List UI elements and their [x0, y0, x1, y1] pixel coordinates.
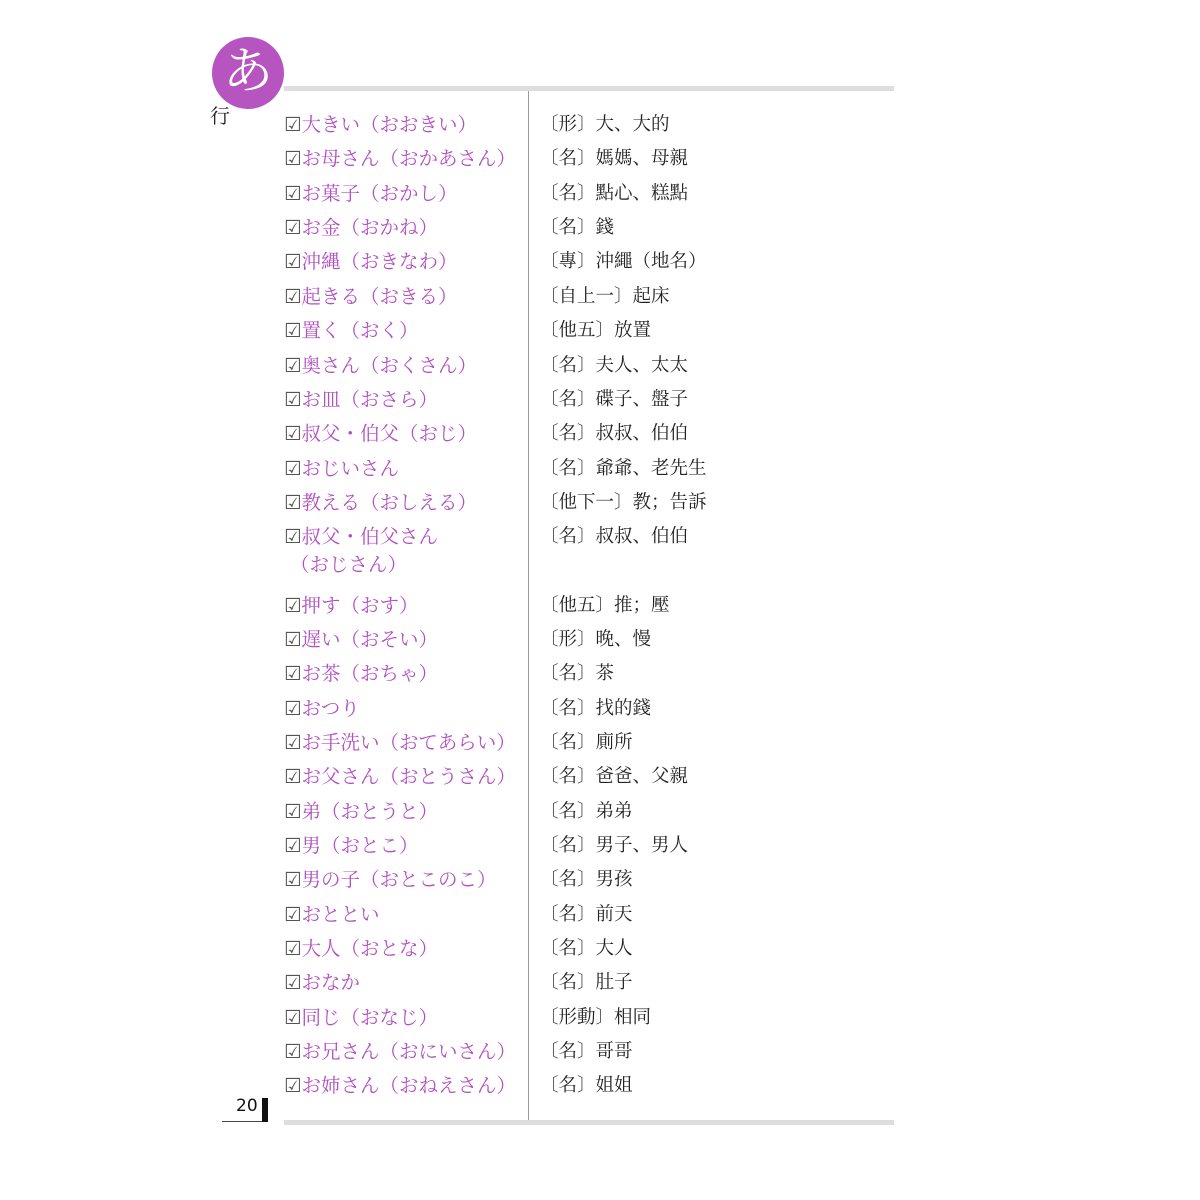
vocab-term-text: 男（おとこ） [301, 834, 419, 857]
vocab-term-text: 男の子（おとこのこ） [301, 868, 497, 891]
top-rule [284, 86, 894, 91]
vocab-gloss: 〔名〕廁所 [540, 732, 633, 753]
vocab-gloss: 〔名〕前天 [540, 904, 633, 925]
vocab-term-text: お金（おかね） [301, 216, 438, 239]
vocab-gloss: 〔名〕錢 [540, 217, 615, 238]
checkbox-icon[interactable]: ☑ [284, 662, 302, 685]
vocab-term-text: 大人（おとな） [301, 937, 438, 960]
checkbox-icon[interactable]: ☑ [284, 525, 302, 548]
vocab-term-text: おじいさん [301, 457, 399, 480]
checkbox-icon[interactable]: ☑ [284, 147, 302, 170]
vocab-term-text: 押す（おす） [301, 594, 419, 617]
checkbox-icon[interactable]: ☑ [284, 594, 302, 617]
vocab-term-reading: （おじさん） [290, 553, 408, 576]
vocab-gloss: 〔他五〕推；壓 [540, 595, 670, 616]
checkbox-icon[interactable]: ☑ [284, 285, 302, 308]
vocab-term [284, 421, 477, 447]
vocab-gloss: 〔形〕晚、慢 [540, 629, 652, 650]
vocab-term-text: お菓子（おかし） [301, 182, 458, 205]
vocab-term [284, 249, 458, 275]
vocab-term [284, 661, 438, 687]
vocab-term [284, 181, 458, 207]
vocab-term [284, 970, 360, 996]
vocab-term [284, 146, 516, 172]
vocab-term-text: おととい [301, 903, 380, 926]
vocab-term-text: おなか [301, 971, 360, 994]
vocab-term [284, 318, 419, 344]
vocab-term-text: お手洗い（おてあらい） [301, 731, 516, 754]
vocab-term [284, 456, 399, 482]
checkbox-icon[interactable]: ☑ [284, 903, 302, 926]
vocab-gloss: 〔形〕大、大的 [540, 114, 670, 135]
vocab-term [284, 799, 438, 825]
checkbox-icon[interactable]: ☑ [284, 834, 302, 857]
page-number: 20 [236, 1096, 258, 1116]
vocab-term-text: 大きい（おおきい） [301, 113, 477, 136]
vocab-term [284, 833, 419, 859]
vocab-term-text: お兄さん（おにいさん） [301, 1040, 516, 1063]
checkbox-icon[interactable]: ☑ [284, 113, 302, 136]
vocab-term [284, 353, 477, 379]
checkbox-icon[interactable]: ☑ [284, 319, 302, 342]
vocab-gloss: 〔專〕沖繩（地名） [540, 251, 707, 272]
vocab-term [284, 215, 438, 241]
vocab-term [284, 490, 477, 516]
checkbox-icon[interactable]: ☑ [284, 868, 302, 891]
vocab-term [284, 1039, 516, 1065]
kana-row-badge: あ [212, 37, 284, 109]
vocab-gloss: 〔他五〕放置 [540, 320, 652, 341]
checkbox-icon[interactable]: ☑ [284, 628, 302, 651]
checkbox-icon[interactable]: ☑ [284, 1040, 302, 1063]
vocab-gloss: 〔名〕弟弟 [540, 801, 633, 822]
vocab-term [284, 1073, 516, 1099]
vocab-term-text: 奥さん（おくさん） [301, 354, 477, 377]
checkbox-icon[interactable]: ☑ [284, 491, 302, 514]
vocab-gloss: 〔名〕叔叔、伯伯 [540, 423, 689, 444]
vocab-gloss: 〔名〕媽媽、母親 [540, 148, 689, 169]
vocab-gloss: 〔名〕男子、男人 [540, 835, 689, 856]
row-label: 行 [210, 104, 230, 128]
vocab-term-text: 叔父・伯父さん [301, 525, 438, 548]
bottom-rule [284, 1120, 894, 1125]
vocab-term-text: 沖縄（おきなわ） [301, 250, 458, 273]
vocab-term [284, 627, 438, 653]
vocab-term-text: 弟（おとうと） [301, 800, 438, 823]
vocab-term-text: 同じ（おなじ） [301, 1006, 438, 1029]
vocab-term-text: 教える（おしえる） [301, 491, 477, 514]
checkbox-icon[interactable]: ☑ [284, 731, 302, 754]
vocab-term-text: お父さん（おとうさん） [301, 765, 516, 788]
vocab-gloss: 〔名〕爺爺、老先生 [540, 458, 707, 479]
checkbox-icon[interactable]: ☑ [284, 765, 302, 788]
vocab-term-text: おつり [301, 697, 360, 720]
checkbox-icon[interactable]: ☑ [284, 697, 302, 720]
vocab-term [284, 867, 497, 893]
vocab-term [284, 936, 438, 962]
vocab-gloss: 〔名〕哥哥 [540, 1041, 633, 1062]
vocab-term-text: お姉さん（おねえさん） [301, 1074, 516, 1097]
vocab-gloss: 〔名〕姐姐 [540, 1075, 633, 1096]
page-number-bar [262, 1098, 268, 1122]
checkbox-icon[interactable]: ☑ [284, 388, 302, 411]
vocab-term [284, 902, 380, 928]
vocab-term-text: 遅い（おそい） [301, 628, 438, 651]
checkbox-icon[interactable]: ☑ [284, 250, 302, 273]
vocab-gloss: 〔名〕夫人、太太 [540, 355, 689, 376]
vocab-gloss: 〔名〕找的錢 [540, 698, 652, 719]
vocab-term [284, 1005, 438, 1031]
vocab-term [284, 524, 438, 578]
vocab-term [284, 696, 360, 722]
column-divider [528, 91, 529, 1120]
vocab-term-text: お皿（おさら） [301, 388, 438, 411]
vocab-gloss: 〔名〕大人 [540, 938, 633, 959]
checkbox-icon[interactable]: ☑ [284, 1074, 302, 1097]
vocab-gloss: 〔名〕男孩 [540, 869, 633, 890]
vocab-term-text: お茶（おちゃ） [301, 662, 438, 685]
vocab-gloss: 〔名〕叔叔、伯伯 [540, 526, 689, 547]
checkbox-icon[interactable]: ☑ [284, 182, 302, 205]
checkbox-icon[interactable]: ☑ [284, 457, 302, 480]
vocab-term-text: 叔父・伯父（おじ） [301, 422, 477, 445]
vocab-term-text: お母さん（おかあさん） [301, 147, 516, 170]
checkbox-icon[interactable]: ☑ [284, 1006, 302, 1029]
checkbox-icon[interactable]: ☑ [284, 971, 302, 994]
vocab-gloss: 〔名〕茶 [540, 663, 615, 684]
checkbox-icon[interactable]: ☑ [284, 216, 302, 239]
vocab-term [284, 730, 516, 756]
vocab-gloss: 〔自上一〕起床 [540, 286, 670, 307]
vocab-term [284, 112, 477, 138]
vocab-gloss: 〔名〕點心、糕點 [540, 183, 689, 204]
checkbox-icon[interactable]: ☑ [284, 800, 302, 823]
vocab-term-text: 置く（おく） [301, 319, 419, 342]
vocab-gloss: 〔形動〕相同 [540, 1007, 652, 1028]
vocab-gloss: 〔名〕肚子 [540, 972, 633, 993]
vocab-gloss: 〔他下一〕教；告訴 [540, 492, 707, 513]
checkbox-icon[interactable]: ☑ [284, 354, 302, 377]
vocab-term-text: 起きる（おきる） [301, 285, 458, 308]
checkbox-icon[interactable]: ☑ [284, 422, 302, 445]
vocab-term [284, 284, 458, 310]
vocab-term [284, 593, 419, 619]
checkbox-icon[interactable]: ☑ [284, 937, 302, 960]
vocab-term [284, 764, 516, 790]
vocab-gloss: 〔名〕碟子、盤子 [540, 389, 689, 410]
vocab-term [284, 387, 438, 413]
vocab-gloss: 〔名〕爸爸、父親 [540, 766, 689, 787]
